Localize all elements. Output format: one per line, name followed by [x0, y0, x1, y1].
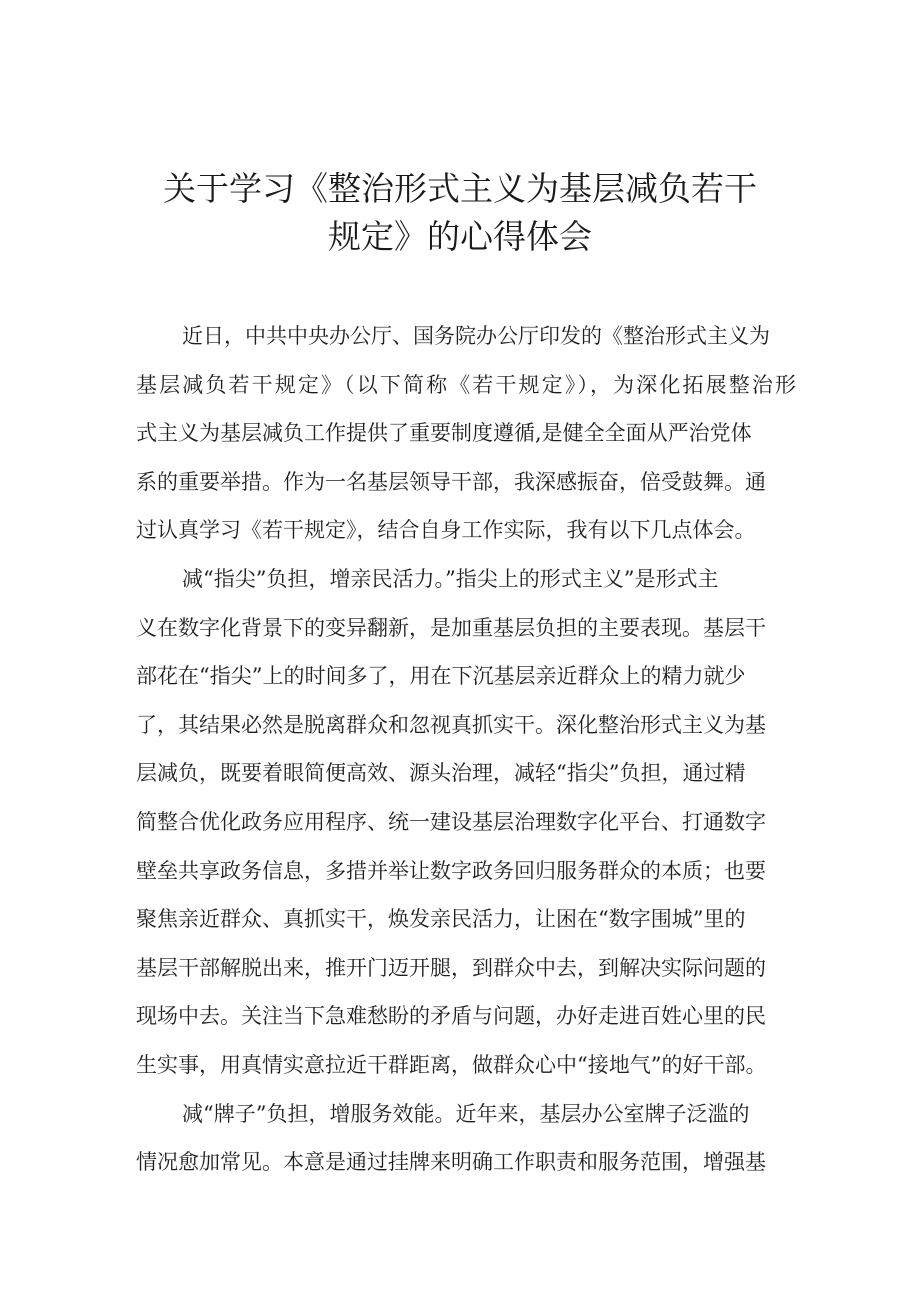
paragraph-2-line: 基层干部解脱出来，推开门迈开腿，到群众中去，到解决实际问题的 — [136, 955, 766, 980]
paragraph-1-line: 基层减负若干规定》（以下简称《若干规定》），为深化拓展整治形 — [136, 372, 796, 397]
title-line-2: 规定》的心得体会 — [328, 217, 592, 256]
paragraph-1-line: 式主义为基层减负工作提供了重要制度遵循,是健全全面从严治党体 — [136, 421, 752, 446]
paragraph-3-line: 减“牌子”负担，增服务效能。近年来，基层办公室牌子泛滥的 — [182, 1101, 750, 1126]
title-line-1: 关于学习《整治形式主义为基层减负若干 — [163, 169, 757, 208]
paragraph-2-line: 部花在“指尖”上的时间多了，用在下沉基层亲近群众上的精力就少 — [136, 664, 746, 689]
paragraph-2-line: 壁垒共享政务信息，多措并举让数字政务回归服务群众的本质；也要 — [136, 858, 766, 883]
paragraph-2-line: 生实事，用真情实意拉近干群距离，做群众心中“接地气”的好干部。 — [136, 1052, 767, 1077]
paragraph-2-line: 减“指尖”负担，增亲民活力。”指尖上的形式主义”是形式主 — [182, 566, 719, 591]
paragraph-2-line: 了，其结果必然是脱离群众和忽视真抓实干。深化整治形式主义为基 — [136, 712, 766, 737]
document-title — [110, 165, 810, 261]
paragraph-3-line: 情况愈加常见。本意是通过挂牌来明确工作职责和服务范围，增强基 — [136, 1150, 766, 1175]
document-body — [136, 312, 796, 1187]
paragraph-2-line: 现场中去。关注当下急难愁盼的矛盾与问题，办好走进百姓心里的民 — [136, 1004, 766, 1029]
paragraph-2-line: 义在数字化背景下的变异翻新，是加重基层负担的主要表现。基层干 — [136, 615, 766, 640]
paragraph-1-line: 近日，中共中央办公厅、国务院办公厅印发的《整治形式主义为 — [182, 324, 770, 348]
paragraph-2-line: 层减负，既要着眼简便高效、源头治理，减轻“指尖”负担，通过精 — [136, 761, 746, 786]
paragraph-2-line: 聚焦亲近群众、真抓实干，焕发亲民活力，让困在“数字围城”里的 — [136, 907, 746, 932]
paragraph-1-line: 系的重要举措。作为一名基层领导干部，我深感振奋，倍受鼓舞。通 — [136, 469, 766, 494]
paragraph-1-line: 过认真学习《若干规定》，结合自身工作实际，我有以下几点体会。 — [136, 518, 756, 543]
paragraph-2-line: 简整合优化政务应用程序、统一建设基层治理数字化平台、打通数字 — [136, 809, 766, 834]
